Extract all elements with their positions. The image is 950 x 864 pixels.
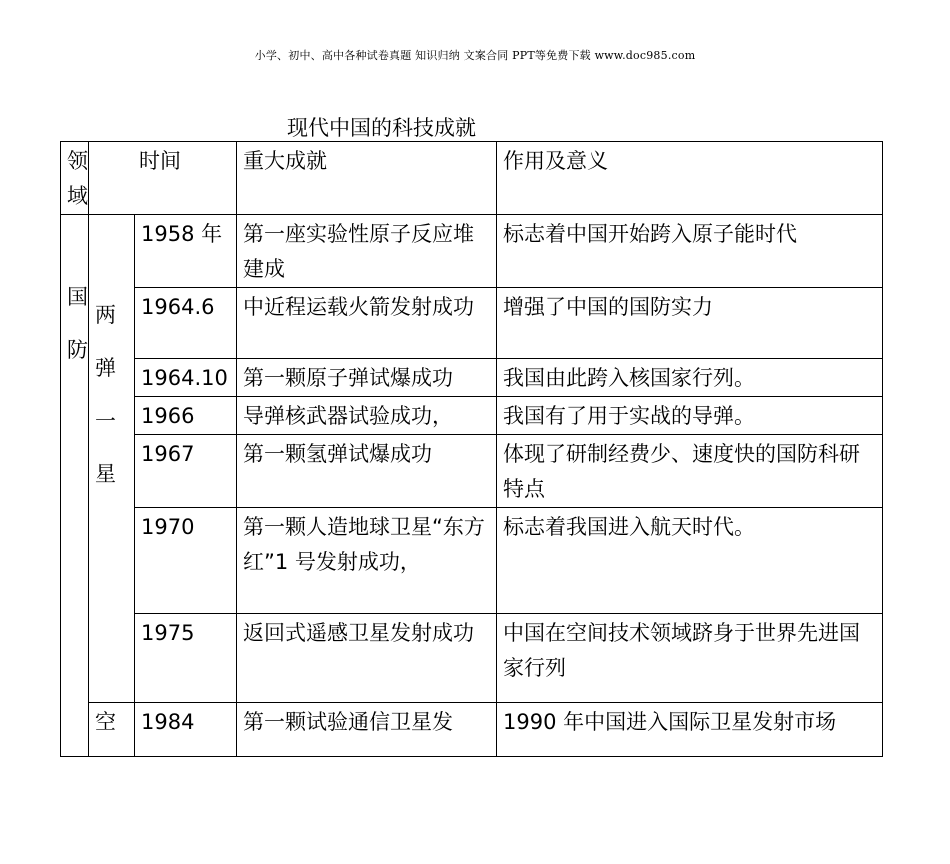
- row-significance: 标志着我国进入航天时代。: [497, 508, 883, 614]
- group-label: 两弹一星: [95, 303, 116, 486]
- table-row: [61, 288, 883, 359]
- row-time: 1964.10: [135, 359, 237, 397]
- header-field: 领域: [61, 142, 89, 215]
- table-row: [61, 359, 883, 397]
- row-achievement: 第一颗原子弹试爆成功: [237, 359, 497, 397]
- row-achievement: 第一座实验性原子反应堆建成: [237, 215, 497, 288]
- row-time: 1966: [135, 397, 237, 435]
- row-time: 1970: [135, 508, 237, 614]
- table-row: [61, 508, 883, 614]
- row-achievement: 中近程运载火箭发射成功: [237, 288, 497, 359]
- row-achievement: 返回式遥感卫星发射成功: [237, 614, 497, 703]
- table-row: [61, 614, 883, 703]
- row-significance: 增强了中国的国防实力: [497, 288, 883, 359]
- row-time: 1975: [135, 614, 237, 703]
- group-cell-two-bombs-one-satellite: [89, 215, 135, 703]
- achievements-table: [60, 141, 883, 757]
- table-row: [61, 215, 883, 288]
- table-row: [61, 397, 883, 435]
- row-significance: 体现了研制经费少、速度快的国防科研特点: [497, 435, 883, 508]
- row-achievement: 导弹核武器试验成功，: [237, 397, 497, 435]
- page-title: 现代中国的科技成就: [287, 116, 476, 140]
- row-significance: 我国由此跨入核国家行列。: [497, 359, 883, 397]
- row-significance: 我国有了用于实战的导弹。: [497, 397, 883, 435]
- row-significance: 标志着中国开始跨入原子能时代: [497, 215, 883, 288]
- field-label: 国防: [67, 285, 88, 362]
- row-time: 1984: [135, 703, 237, 757]
- row-achievement: 第一颗试验通信卫星发: [237, 703, 497, 757]
- row-significance: 1990 年中国进入国际卫星发射市场: [497, 703, 883, 757]
- row-achievement: 第一颗氢弹试爆成功: [237, 435, 497, 508]
- row-time: 1964.6: [135, 288, 237, 359]
- header-time: 时间: [89, 142, 237, 215]
- row-achievement: 第一颗人造地球卫星“东方红”1 号发射成功，: [237, 508, 497, 614]
- row-time: 1967: [135, 435, 237, 508]
- field-cell: [61, 215, 89, 757]
- row-time: 1958 年: [135, 215, 237, 288]
- table-row: [61, 703, 883, 757]
- group-cell-space: [89, 703, 135, 757]
- group-label: 空: [95, 710, 116, 734]
- header-significance: 作用及意义: [497, 142, 883, 215]
- table-row: [61, 435, 883, 508]
- page-header-banner: 小学、初中、高中各种试卷真题 知识归纳 文案合同 PPT等免费下载 www.doc985.com: [254, 49, 696, 62]
- row-significance: 中国在空间技术领域跻身于世界先进国家行列: [497, 614, 883, 703]
- table-header-row: [61, 142, 883, 215]
- header-achievement: 重大成就: [237, 142, 497, 215]
